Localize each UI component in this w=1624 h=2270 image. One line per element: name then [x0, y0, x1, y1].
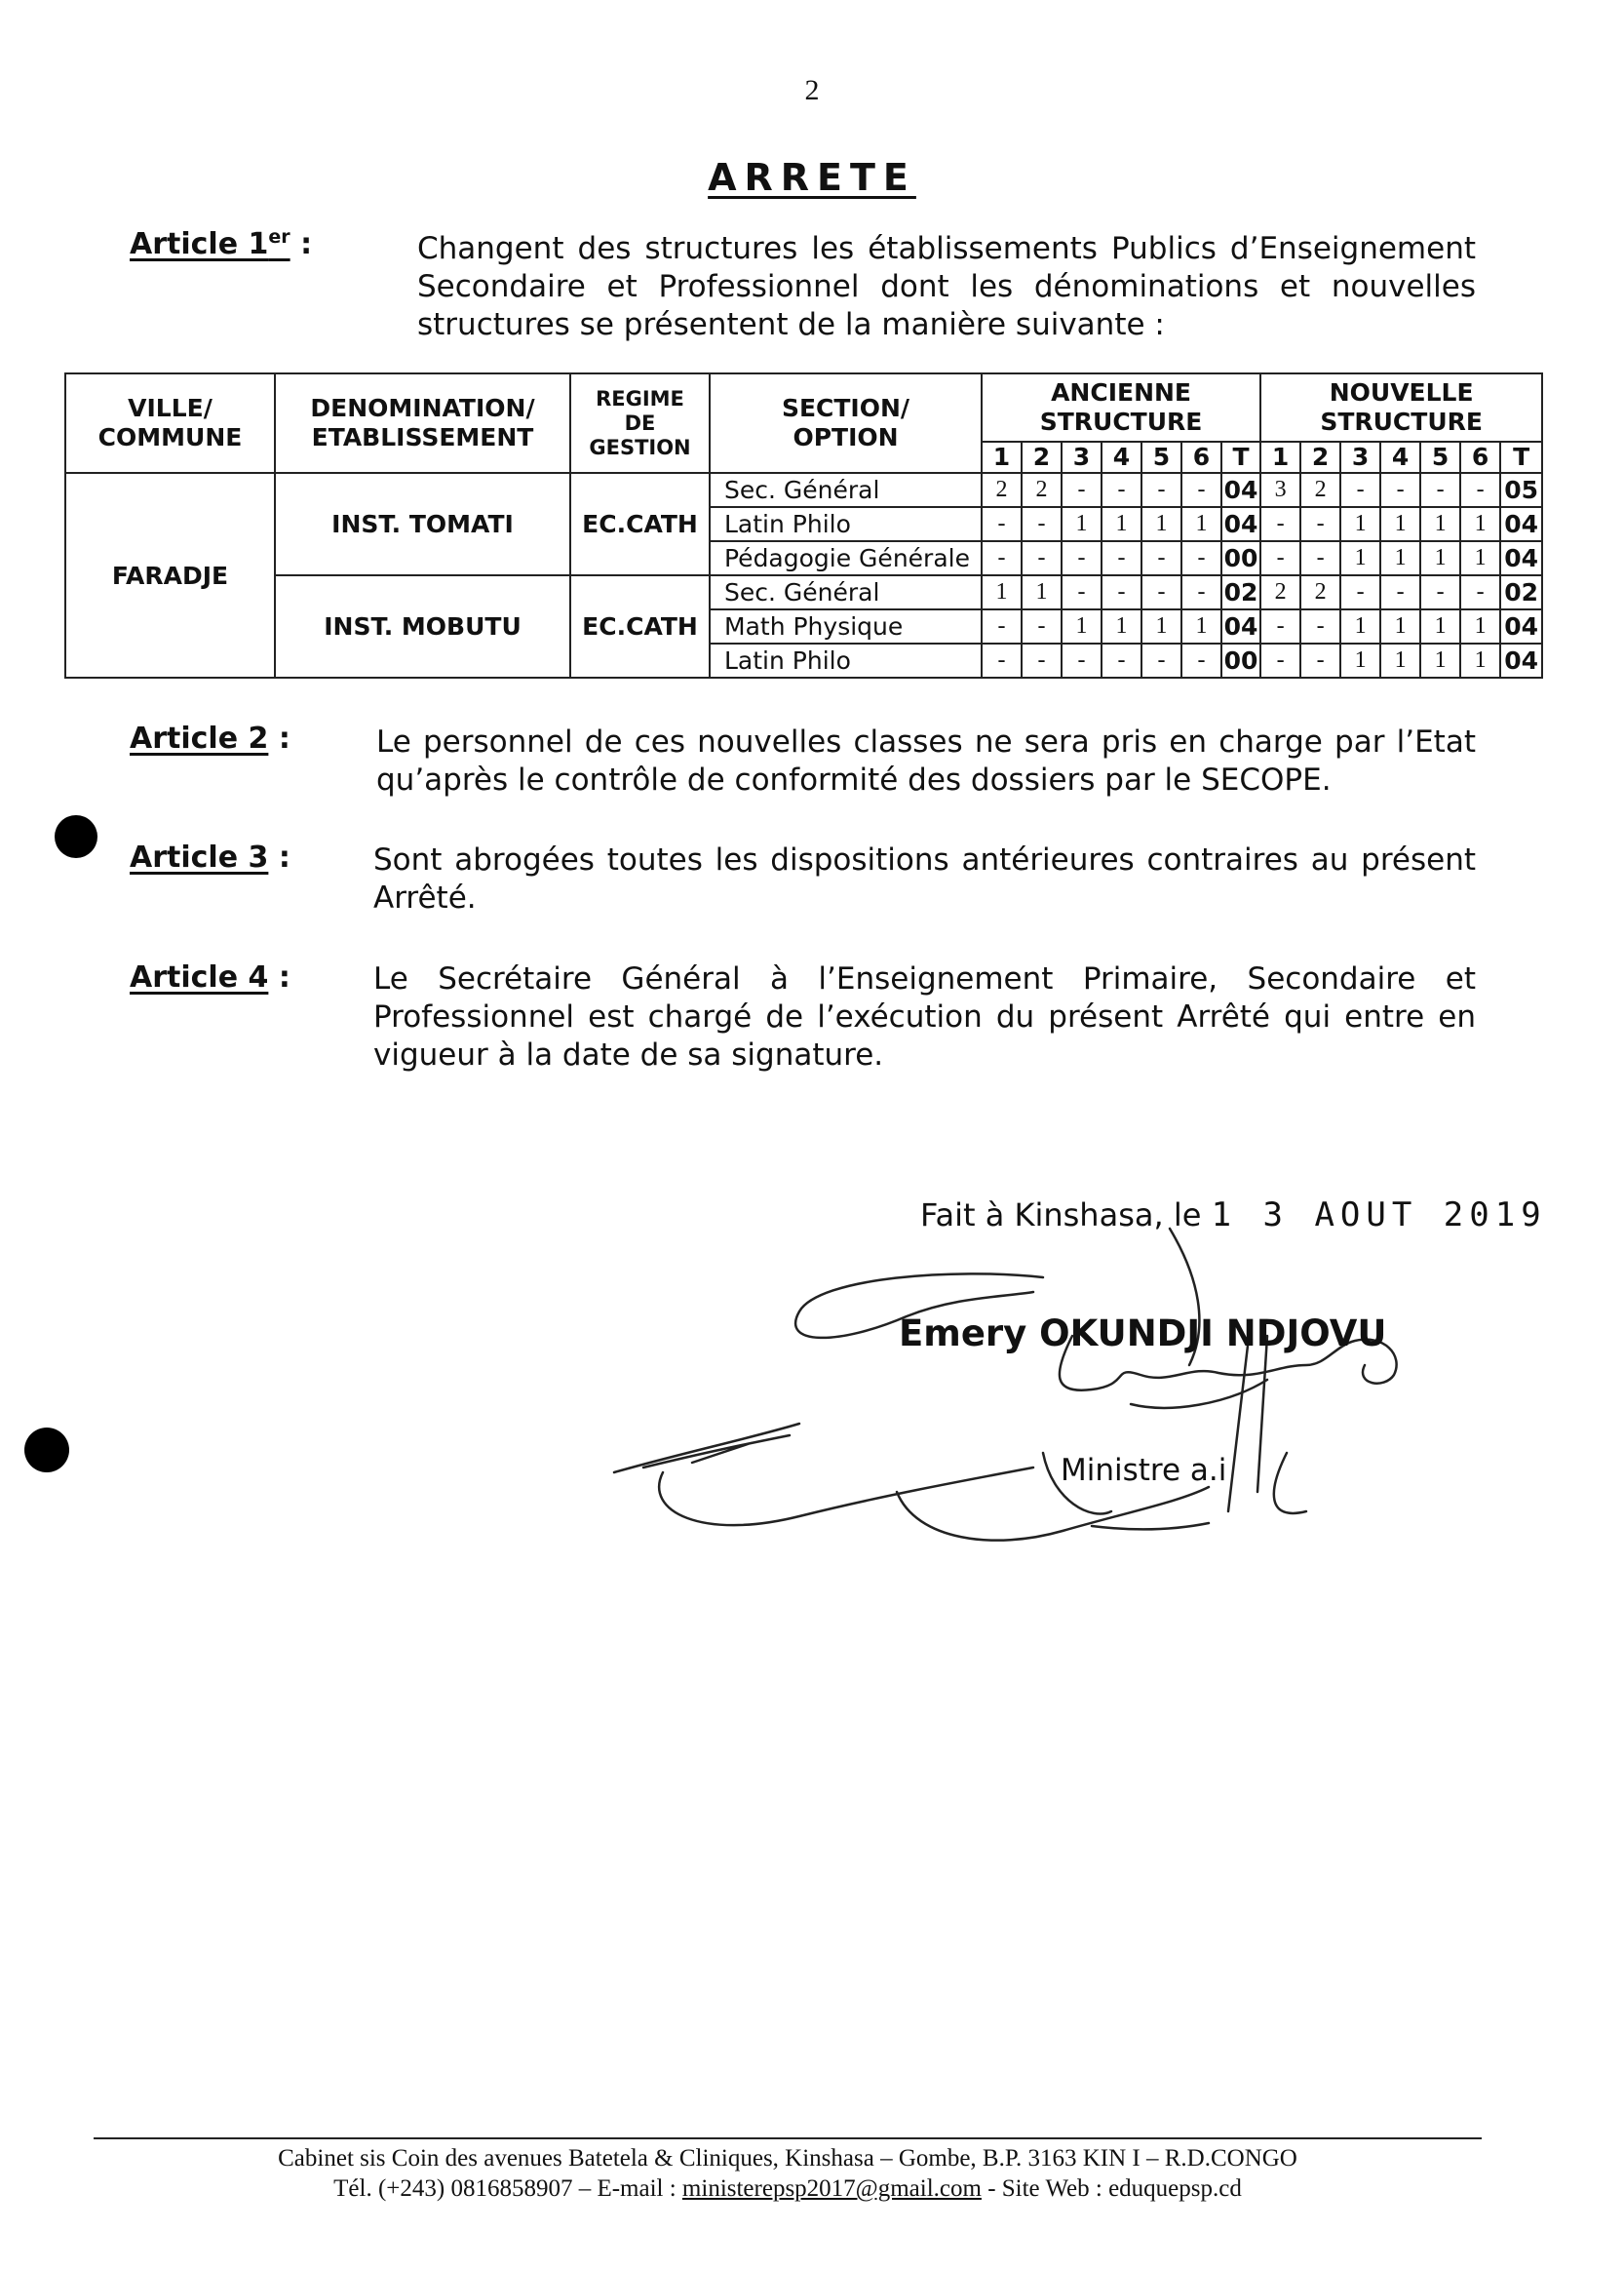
header-section	[710, 373, 982, 473]
cell-section: Math Physique	[710, 609, 982, 644]
cell-nouvelle-value: -	[1260, 541, 1300, 575]
cell-ancienne-value: 1	[1062, 507, 1102, 541]
header-ancienne-year: 1	[982, 442, 1022, 473]
header-nouvelle-text: NOUVELLE STRUCTURE	[1320, 378, 1483, 436]
cell-ancienne-value: -	[1022, 541, 1062, 575]
cell-section: Sec. Général	[710, 473, 982, 507]
cell-nouvelle-value: 2	[1300, 473, 1340, 507]
header-nouvelle-year: 4	[1380, 442, 1420, 473]
cell-nouvelle-value: 1	[1380, 644, 1420, 678]
cell-ancienne-value: -	[1181, 473, 1221, 507]
cell-ancienne-value: -	[1062, 541, 1102, 575]
cell-nouvelle-value: 1	[1460, 541, 1500, 575]
header-nouvelle-year: 2	[1300, 442, 1340, 473]
article-2-colon: :	[268, 722, 290, 756]
article-3-label	[130, 841, 290, 875]
header-ancienne-year: 3	[1062, 442, 1102, 473]
article-4-label	[130, 960, 290, 995]
cell-section: Sec. Général	[710, 575, 982, 609]
cell-ancienne-value: 2	[1022, 473, 1062, 507]
cell-ancienne-value: -	[1062, 473, 1102, 507]
table-row	[65, 575, 1542, 609]
cell-ancienne-value: -	[1181, 644, 1221, 678]
cell-regime: EC.CATH	[570, 575, 710, 678]
footer-tel: Tél. (+243) 0816858907 – E-mail :	[333, 2175, 682, 2202]
document-title	[0, 156, 1624, 199]
article-1-name: Article 1	[130, 227, 269, 261]
cell-nouvelle-value: 1	[1380, 541, 1420, 575]
header-nouvelle-year: 1	[1260, 442, 1300, 473]
header-nouvelle-year: 5	[1420, 442, 1460, 473]
cell-nouvelle-value: 1	[1380, 609, 1420, 644]
cell-nouvelle-value: -	[1300, 507, 1340, 541]
cell-nouvelle-total: 05	[1500, 473, 1542, 507]
cell-nouvelle-value: -	[1260, 644, 1300, 678]
cell-nouvelle-value: 1	[1340, 609, 1380, 644]
cell-ancienne-value: -	[1062, 644, 1102, 678]
cell-nouvelle-total: 04	[1500, 507, 1542, 541]
cell-nouvelle-value: -	[1300, 541, 1340, 575]
fait-a-text: Fait à Kinshasa, le	[920, 1196, 1202, 1233]
cell-nouvelle-value: -	[1260, 507, 1300, 541]
article-2-label-text: Article 2	[130, 722, 269, 756]
article-3-text: Sont abrogées toutes les dispositions antérieures contraires au présent Arrêté.	[373, 842, 1476, 916]
structure-table	[64, 372, 1543, 679]
header-nouvelle	[1260, 373, 1542, 442]
cell-ancienne-value: -	[982, 507, 1022, 541]
cell-ancienne-total: 00	[1221, 541, 1260, 575]
cell-ancienne-total: 04	[1221, 473, 1260, 507]
cell-nouvelle-value: 1	[1460, 507, 1500, 541]
cell-ancienne-value: -	[1141, 473, 1181, 507]
cell-nouvelle-value: -	[1340, 473, 1380, 507]
punch-hole-dot	[24, 1428, 69, 1472]
cell-ancienne-value: 1	[1062, 609, 1102, 644]
article-4-text: Le Secrétaire Général à l’Enseignement Primaire, Secondaire et Professionnel est chargé de l’exécution du présent Arrêté qui entre en vigueur à la date de sa signature.	[373, 961, 1476, 1073]
header-nouvelle-year: 3	[1340, 442, 1380, 473]
cell-nouvelle-value: 1	[1420, 507, 1460, 541]
cell-nouvelle-value: 1	[1460, 609, 1500, 644]
cell-nouvelle-value: 2	[1300, 575, 1340, 609]
cell-nouvelle-value: 1	[1420, 644, 1460, 678]
cell-nouvelle-value: 1	[1340, 541, 1380, 575]
header-section-text: SECTION/ OPTION	[781, 394, 910, 451]
cell-section: Latin Philo	[710, 507, 982, 541]
cell-ancienne-value: -	[1062, 575, 1102, 609]
cell-ancienne-value: -	[1022, 609, 1062, 644]
footer-email-link[interactable]: ministerepsp2017@gmail.com	[681, 2175, 982, 2202]
cell-ancienne-total: 04	[1221, 507, 1260, 541]
header-ville	[65, 373, 275, 473]
footer-web: - Site Web : eduquepsp.cd	[981, 2175, 1242, 2202]
footer-address: Cabinet sis Coin des avenues Batetela & Cliniques, Kinshasa – Gombe, B.P. 3163 KIN I – R.D.CONGO	[278, 2145, 1297, 2172]
article-1-sup: er	[268, 226, 290, 248]
cell-ancienne-value: 1	[1181, 507, 1221, 541]
cell-nouvelle-total: 02	[1500, 575, 1542, 609]
cell-nouvelle-value: -	[1420, 575, 1460, 609]
cell-ancienne-value: -	[1022, 507, 1062, 541]
cell-nouvelle-value: 1	[1460, 644, 1500, 678]
cell-nouvelle-value: -	[1260, 609, 1300, 644]
article-4-colon: :	[268, 960, 290, 995]
header-ancienne-text: ANCIENNE STRUCTURE	[1039, 378, 1203, 436]
cell-nouvelle-value: 1	[1340, 507, 1380, 541]
cell-nouvelle-value: 1	[1420, 541, 1460, 575]
cell-ville: FARADJE	[65, 473, 275, 678]
cell-ancienne-total: 04	[1221, 609, 1260, 644]
cell-ancienne-value: -	[982, 541, 1022, 575]
cell-nouvelle-value: -	[1460, 575, 1500, 609]
header-regime-text: REGIME DE GESTION	[589, 386, 691, 459]
cell-ancienne-total: 02	[1221, 575, 1260, 609]
punch-hole-dot	[55, 815, 97, 858]
cell-ancienne-value: 1	[1102, 507, 1141, 541]
page-number: 2	[804, 74, 820, 106]
article-4-label-text: Article 4	[130, 960, 269, 995]
header-nouvelle-year: T	[1500, 442, 1542, 473]
cell-section: Pédagogie Générale	[710, 541, 982, 575]
cell-ancienne-value: -	[1102, 541, 1141, 575]
cell-ancienne-value: -	[1102, 644, 1141, 678]
cell-ancienne-value: -	[982, 644, 1022, 678]
article-1-label-text	[130, 227, 290, 261]
date-stamp: 1 3 AOUT 2019	[1211, 1195, 1547, 1234]
table-row	[65, 473, 1542, 507]
article-3-label-text: Article 3	[130, 841, 269, 875]
handwritten-signature	[585, 1219, 1462, 1570]
header-ancienne	[982, 373, 1260, 442]
cell-nouvelle-value: 2	[1260, 575, 1300, 609]
header-ancienne-year: 5	[1141, 442, 1181, 473]
header-denomination	[275, 373, 570, 473]
header-ancienne-year: 6	[1181, 442, 1221, 473]
cell-ancienne-value: -	[1181, 541, 1221, 575]
cell-nouvelle-value: -	[1460, 473, 1500, 507]
cell-nouvelle-total: 04	[1500, 609, 1542, 644]
cell-section: Latin Philo	[710, 644, 982, 678]
cell-nouvelle-total: 04	[1500, 644, 1542, 678]
cell-ancienne-value: 1	[1022, 575, 1062, 609]
cell-nouvelle-value: -	[1380, 473, 1420, 507]
cell-ancienne-value: -	[1181, 575, 1221, 609]
cell-regime: EC.CATH	[570, 473, 710, 575]
header-denomination-text: DENOMINATION/ ETABLISSEMENT	[310, 394, 535, 451]
table-body	[65, 473, 1542, 678]
signer-role: Ministre a.i	[1061, 1453, 1227, 1488]
header-nouvelle-year: 6	[1460, 442, 1500, 473]
cell-ancienne-value: -	[982, 609, 1022, 644]
cell-nouvelle-value: -	[1420, 473, 1460, 507]
title-text: ARRETE	[708, 156, 916, 199]
cell-ancienne-value: -	[1102, 473, 1141, 507]
article-1-label	[130, 226, 312, 261]
header-ville-text: VILLE/ COMMUNE	[97, 394, 243, 451]
cell-nouvelle-value: 3	[1260, 473, 1300, 507]
cell-ancienne-value: 1	[1141, 507, 1181, 541]
header-ancienne-year: 2	[1022, 442, 1062, 473]
cell-nouvelle-value: 1	[1420, 609, 1460, 644]
cell-etablissement: INST. TOMATI	[275, 473, 570, 575]
cell-ancienne-value: 2	[982, 473, 1022, 507]
footer-divider	[94, 2137, 1482, 2139]
article-1-colon: :	[290, 227, 313, 261]
footer-contact	[94, 2175, 1482, 2203]
cell-etablissement: INST. MOBUTU	[275, 575, 570, 678]
cell-nouvelle-total: 04	[1500, 541, 1542, 575]
cell-nouvelle-value: 1	[1340, 644, 1380, 678]
cell-ancienne-value: -	[1141, 575, 1181, 609]
article-2-label	[130, 722, 290, 756]
cell-ancienne-value: 1	[1181, 609, 1221, 644]
article-3-colon: :	[268, 841, 290, 875]
cell-ancienne-value: 1	[1141, 609, 1181, 644]
article-2-text: Le personnel de ces nouvelles classes ne sera pris en charge par l’Etat qu’après le contrôle de conformité des dossiers par le SECOPE.	[376, 724, 1476, 798]
cell-nouvelle-value: -	[1300, 644, 1340, 678]
cell-ancienne-value: -	[1022, 644, 1062, 678]
cell-ancienne-value: -	[1102, 575, 1141, 609]
header-ancienne-year: 4	[1102, 442, 1141, 473]
cell-nouvelle-value: -	[1340, 575, 1380, 609]
cell-nouvelle-value: -	[1300, 609, 1340, 644]
header-regime	[570, 373, 710, 473]
cell-ancienne-value: -	[1141, 644, 1181, 678]
cell-ancienne-value: 1	[1102, 609, 1141, 644]
cell-ancienne-total: 00	[1221, 644, 1260, 678]
signer-name: Emery OKUNDJI NDJOVU	[899, 1312, 1387, 1354]
cell-ancienne-value: 1	[982, 575, 1022, 609]
cell-ancienne-value: -	[1141, 541, 1181, 575]
article-1-text: Changent des structures les établissements Publics d’Enseignement Secondaire et Professionnel dont les dénominations et nouvelles structures se présentent de la manière suivante :	[417, 231, 1476, 342]
cell-nouvelle-value: -	[1380, 575, 1420, 609]
header-ancienne-year: T	[1221, 442, 1260, 473]
cell-nouvelle-value: 1	[1380, 507, 1420, 541]
